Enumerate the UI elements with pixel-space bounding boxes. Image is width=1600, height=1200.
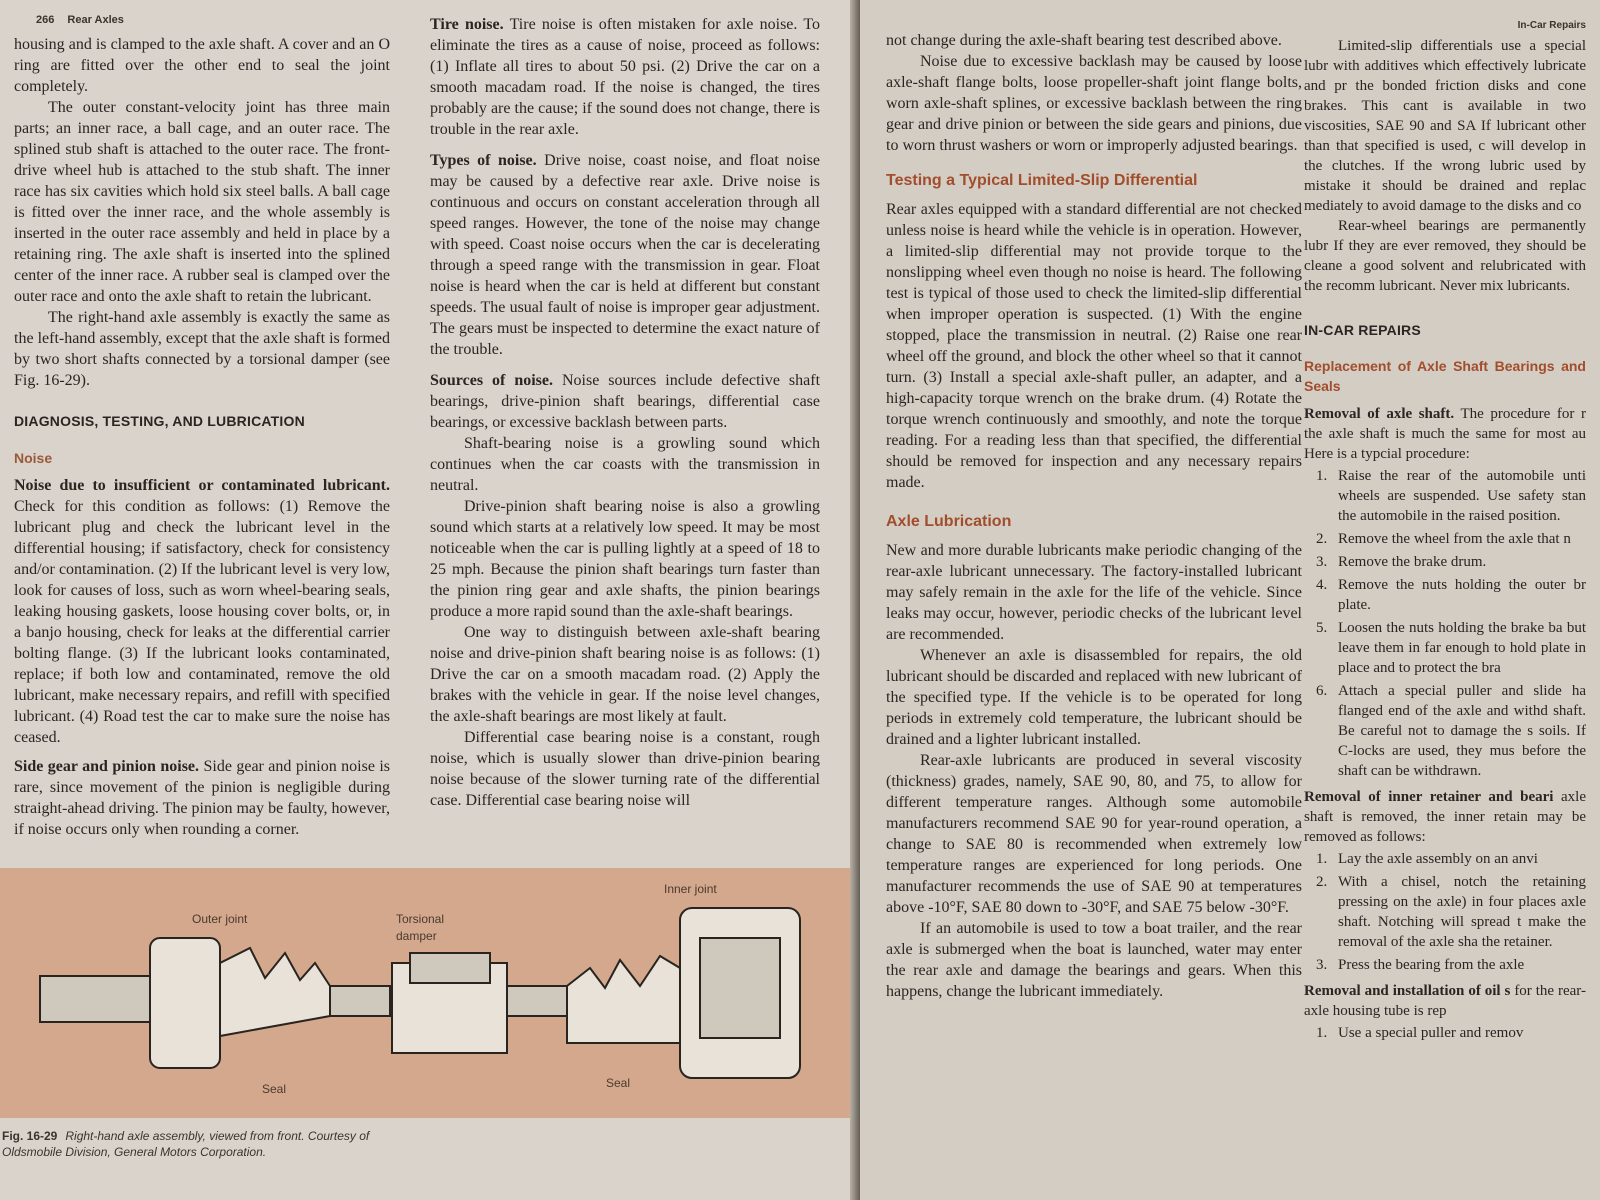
running-head-title: Rear Axles <box>67 14 124 26</box>
paragraph <box>14 475 390 748</box>
label-inner-joint: Inner joint <box>664 882 717 896</box>
section-heading: DIAGNOSIS, TESTING, AND LUBRICATION <box>14 413 305 429</box>
list-item: 3. Remove the brake drum. <box>1316 554 1487 570</box>
steps-removal-axle-shaft <box>1304 466 1586 781</box>
sub-heading: Noise <box>14 450 53 466</box>
list-item: 1. Use a special puller and remov <box>1316 1025 1524 1041</box>
paragraph <box>430 14 820 140</box>
list-item: 4. Remove the nuts holding the outer br plate. <box>1316 577 1586 613</box>
run-in-heading: Noise due to insufficient or contaminated lubricant. <box>14 477 390 494</box>
label-outer-joint: Outer joint <box>192 912 248 926</box>
paragraph: If an automobile is used to tow a boat trailer, and the rear axle is submerged when the boat is launched, water may enter the rear axle and damage the bearings and gears. When this happens, change the lubricant immediately. <box>886 920 1302 1000</box>
paragraph: New and more durable lubricants make periodic changing of the rear-axle lubricant unnecessary. The factory-installed lubricant may safely remain in the axle for the life of the vehicle. Since leaks may occur, however, periodic checks of the lubricant level are recommended. <box>886 542 1302 643</box>
label-seal-left: Seal <box>262 1082 287 1096</box>
heading-replacement: Replacement of Axle Shaft Bearings and Seals <box>1304 358 1586 394</box>
right-column-1 <box>886 30 1302 1002</box>
section-heading: IN-CAR REPAIRS <box>1304 322 1421 338</box>
paragraph <box>1304 787 1586 847</box>
list-item: 3. Press the bearing from the axle <box>1316 957 1525 973</box>
right-column-2 <box>1304 36 1586 1046</box>
left-column-1 <box>14 34 390 840</box>
outer-joint-housing <box>150 938 220 1068</box>
paragraph: not change during the axle-shaft bearing test described above. <box>886 32 1282 49</box>
paragraph: Rear-axle lubricants are produced in several viscosity (thickness) grades, namely, SAE 90, 80, and 75, to allow for different temperature ranges. Although some automobile manufacturers recommend SAE 90 for year-round operation, a change to SAE 80 is recommended when extremely low temperature ranges are experienced for long periods. One manufacturer recommends the use of SAE 90 at temperatures above -10°F, SAE 80 down to -30°F, and SAE 75 below -30°F. <box>886 752 1302 916</box>
list-item: 2. Remove the wheel from the axle that n <box>1316 531 1571 547</box>
paragraph-body: Drive noise, coast noise, and float noise may be caused by a defective rear axle. Drive noise is continuous and occurs on constant acceleration through all speed ranges. However, the tone of the noise may change with speed. Coast noise occurs when the car is decelerating through a speed range with the transmission in gear. Float noise is heard when the car is held at different but constant speeds. The usual fault of noise is improper gear adjustment. The gears must be inspected to determine the exact nature of the trouble. <box>430 152 821 358</box>
list-item: 5. Loosen the nuts holding the brake ba but leave them in far enough to hold plate in place and to protect the bra <box>1316 620 1586 676</box>
steps-removal-inner-retainer <box>1304 849 1586 975</box>
list-item: 2. With a chisel, notch the retaining pressing on the axle) in four places axle shaft. Notching will spread t make the removal of the axle sha the retainer. <box>1316 874 1586 950</box>
label-seal-right: Seal <box>606 1076 631 1090</box>
axle-illustration <box>0 868 850 1118</box>
paragraph <box>1304 404 1586 464</box>
paragraph: Limited-slip differentials use a special lubr with additives which effectively lubricate and pr the bonded friction disks and cone brakes. This cant is available in two viscosities, SAE 90 and SA If lubricant other than that specified is used, c will develop in the clutches. If the wrong lubric used by mistake it should be drained and replac mediately to avoid damage to the disks and co <box>1304 38 1586 214</box>
outer-boot <box>220 948 330 1036</box>
run-in-heading: Removal and installation of oil s <box>1304 983 1511 999</box>
paragraph: One way to distinguish between axle-shaft bearing noise and drive-pinion shaft bearing noise is as follows: (1) Drive the car on a smooth macadam road. (2) Apply the brakes with the vehicle in gear. If the noise level changes, the axle-shaft bearings are most likely at fault. <box>430 624 820 725</box>
figure-number: Fig. 16-29 <box>2 1129 58 1143</box>
inner-boot <box>567 956 680 1043</box>
paragraph-body: The procedure for r the axle shaft is much the same for most au Here is a typcial procedure: <box>1304 406 1586 462</box>
paragraph-body: Check for this condition as follows: (1) Remove the lubricant plug and check the lubricant level in the differential housing; if satisfactory, check for consistency and/or contamination. (2) If the lubricant level is very low, look for causes of loss, such as worn wheel-bearing seals, leaking housing gaskets, loose housing cover bolts, or, in a banjo housing, check for leaks at the differential carrier bolting flange. (3) If the lubricant looks contaminated, replace; if both low and contaminated, remove the old lubricant, make necessary repairs, and refill with specified lubricant. (4) Road test the car to make sure the noise has ceased. <box>14 498 390 746</box>
axle-shaft-left <box>330 986 390 1016</box>
paragraph-body: for the rear-axle housing tube is rep <box>1304 983 1586 1019</box>
left-column-2 <box>430 14 820 811</box>
figure-axle-assembly <box>0 868 850 1118</box>
paragraph <box>430 370 820 433</box>
run-in-heading: Removal of inner retainer and beari <box>1304 789 1554 805</box>
left-running-head <box>36 14 124 26</box>
label-torsional-damper-2: damper <box>396 929 437 943</box>
right-running-head: In-Car Repairs <box>1517 20 1586 31</box>
paragraph: The outer constant-velocity joint has three main parts; an inner race, a ball cage, and an outer race. The splined stub shaft is attached to the outer race. The front-drive wheel hub is attached to the stub shaft. The inner race has six cavities which hold six steel balls. A ball cage is fitted over the inner race, and the whole assembly is inserted in the outer race assembly and held in place by a retaining ring. The axle shaft is inserted into the splined center of the inner race. A rubber seal is clamped over the outer race and onto the axle shaft to retain the lubricant. <box>14 99 390 305</box>
paragraph: Shaft-bearing noise is a growling sound which continues when the car coasts with the transmission in neutral. <box>430 435 820 494</box>
steps-oil-seal <box>1304 1023 1586 1043</box>
paragraph <box>14 756 390 840</box>
paragraph: Whenever an axle is disassembled for repairs, the old lubricant should be discarded and replaced with new lubricant of the specified type. If the vehicle is to be operated for long periods in extremely cold temperature, the lubricant should be drained and a lighter lubricant installed. <box>886 647 1302 748</box>
heading-limited-slip: Testing a Typical Limited-Slip Differential <box>886 172 1198 189</box>
paragraph: Differential case bearing noise is a constant, rough noise, which is usually slower than drive-pinion bearing noise because of the slower turning rate of the differential case. Differential case bearing noise will <box>430 729 820 809</box>
paragraph-body: axle shaft is removed, the inner retain may be removed as follows: <box>1304 789 1586 845</box>
paragraph: Noise due to excessive backlash may be caused by loose axle-shaft flange bolts, loose propeller-shaft joint flange bolts, worn axle-shaft splines, or excessive backlash between the ring gear and drive pinion or between the side gears and pinions, due to worn thrust washers or worn or improperly adjusted bearings. <box>886 53 1302 154</box>
axle-shaft-right <box>507 986 567 1016</box>
list-item: 1. Raise the rear of the automobile unti wheels are suspended. Use safety stan the automobile in the raised position. <box>1316 468 1586 524</box>
label-torsional-damper-1: Torsional <box>396 912 445 926</box>
figure-caption <box>2 1128 422 1160</box>
right-page <box>860 0 1600 1200</box>
list-item: 1. Lay the axle assembly on an anvi <box>1316 851 1538 867</box>
list-item: 6. Attach a special puller and slide ha flanged end of the axle and withd shaft. Be careful not to damage the s soils. If C-locks are used, they mus before the shaft can be withdrawn. <box>1316 683 1586 779</box>
paragraph <box>430 150 820 360</box>
paragraph-body: Tire noise is often mistaken for axle noise. To eliminate the tires as a cause of noise, proceed as follows: (1) Inflate all tires to about 50 psi. (2) Drive the car on a smooth macadam road. If the noise is changed, the tires probably are the cause; if the sound does not change, there is trouble in the rear axle. <box>430 16 820 138</box>
page-number: 266 <box>36 14 55 26</box>
paragraph <box>1304 981 1586 1021</box>
run-in-heading: Sources of noise. <box>430 372 553 389</box>
paragraph: Rear axles equipped with a standard differential are not checked unless noise is heard while the vehicle is in operation. However, a limited-slip differential may not provide torque to the nonslipping wheel even though no noise is heard. The following test is typical of those used to check the limited-slip differential when improper operation is suspected. (1) With the engine stopped, place the transmission in neutral. (2) Raise one rear wheel off the ground, and block the other wheel so that it cannot turn. (3) Install a special axle-shaft puller, an adapter, and a high-capacity torque wrench on the brake drum. (4) Rotate the torque wrench continuously and smoothly, and note the torque reading. For a reading less than that specified, the differential should be removed for inspection and any necessary repairs made. <box>886 201 1302 491</box>
torsional-damper-coil <box>410 953 490 983</box>
paragraph: Drive-pinion shaft bearing noise is also a growling sound which starts at a relatively low speed. It may be most noticeable when the car is pulling lightly at a speed of 18 to 25 mph. Because the pinion shaft bearings turn faster than the pinion ring gear and axle shafts, the pinion bearings produce a more rapid sound than the axle-shaft bearings. <box>430 498 820 620</box>
paragraph-body: Noise sources include defective shaft bearings, drive-pinion shaft bearings, differential case bearings, or excessive backlash between parts. <box>430 372 821 431</box>
paragraph-body: Side gear and pinion noise is rare, since movement of the pinion is negligible during straight-ahead driving. The pinion may be faulty, however, if noise occurs only when rounding a corner. <box>14 758 391 838</box>
run-in-heading: Removal of axle shaft. <box>1304 406 1455 422</box>
run-in-heading: Side gear and pinion noise. <box>14 758 200 775</box>
caption-text: Right-hand axle assembly, viewed from front. Courtesy of Oldsmobile Division, General Motors Corporation. <box>2 1129 370 1159</box>
run-in-heading: Types of noise. <box>430 152 537 169</box>
run-in-heading: Tire noise. <box>430 16 504 33</box>
inner-joint-core <box>700 938 780 1038</box>
paragraph: Rear-wheel bearings are permanently lubr If they are ever removed, they should be cleane a good solvent and relubricated with the recomm lubricant. Never mix lubricants. <box>1304 218 1586 294</box>
paragraph: The right-hand axle assembly is exactly the same as the left-hand assembly, except that the axle shaft is formed by two short shafts connected by a torsional damper (see Fig. 16-29). <box>14 309 390 389</box>
heading-axle-lubrication: Axle Lubrication <box>886 513 1012 530</box>
paragraph: housing and is clamped to the axle shaft. A cover and an O ring are fitted over the other end to seal the joint completely. <box>14 36 390 95</box>
